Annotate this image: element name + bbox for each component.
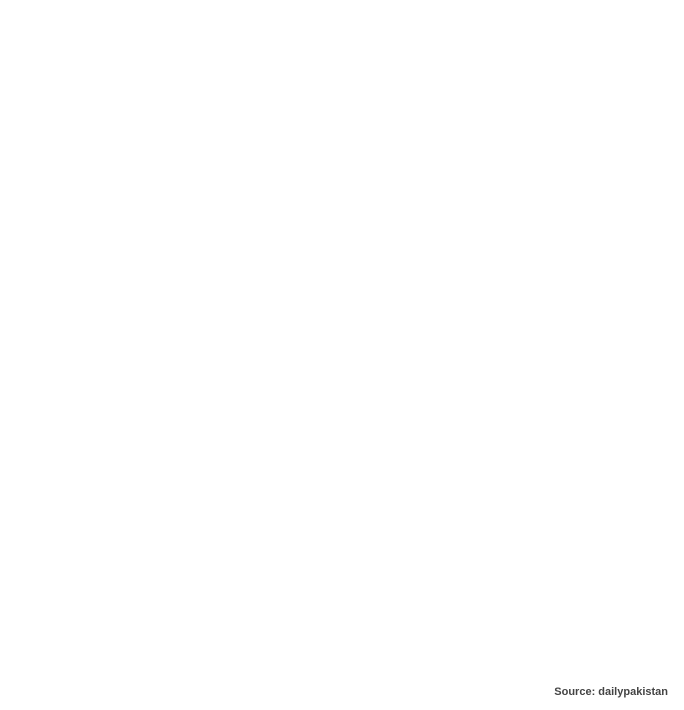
source-credit: Source: dailypakistan — [554, 686, 668, 698]
